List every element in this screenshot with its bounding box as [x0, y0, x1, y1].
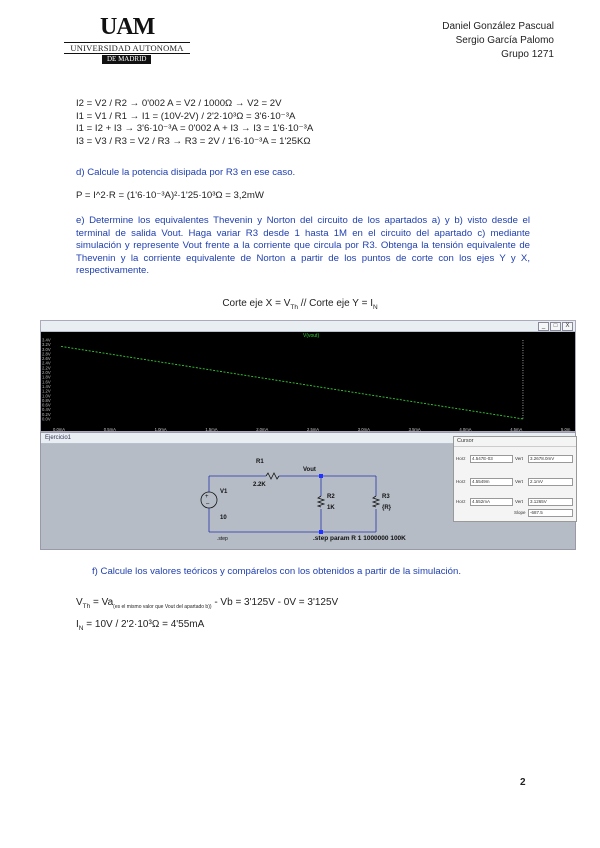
probe-vert-label: Vert [515, 456, 524, 461]
probe-horz-label: Horz [456, 499, 466, 504]
x-tick-label: 3.5mA [408, 427, 421, 432]
r2-value: 1K [327, 505, 335, 511]
y-tick-label: 1.6V [42, 379, 51, 385]
vout-trace[interactable] [61, 346, 523, 419]
v1-value: 10 [220, 515, 227, 521]
y-tick-label: 1.4V [42, 383, 51, 389]
v1-label: V1 [220, 489, 228, 495]
x-tick-label: 3.0mA [357, 427, 370, 432]
y-tick-label: 3.0V [42, 346, 51, 352]
schematic-window [40, 432, 576, 550]
y-tick-label: 0.6V [42, 402, 51, 408]
minimize-button[interactable]: _ [538, 322, 549, 331]
probe-horz-label: Horz [456, 479, 466, 484]
x-tick-label: 0.5mA [103, 427, 116, 432]
x-tick-label: 1.5mA [205, 427, 218, 432]
probe-horz-value[interactable]: 4.552mA [470, 498, 513, 506]
waveform-titlebar [41, 321, 575, 332]
probe-vert-value[interactable]: 2.1mV [528, 478, 573, 486]
vth-formula: $V_{Th} = Va_{(es el mismo valor que Vout del apartado b))} - Vb = 3'125V - 0V = 3'125V$ [76, 597, 339, 610]
logo-city-text: DE MADRID [102, 55, 151, 64]
cursor-probe-window [453, 436, 577, 522]
y-tick-label: 2.0V [42, 370, 51, 376]
calc-line: I3 = V3 / R3 = V2 / R3 → R3 = 2V / 1'6·10⁻³A = 1'25KΩ [76, 135, 311, 147]
logo-mark: UAM [100, 14, 155, 40]
calculation-block [76, 98, 313, 148]
schematic-titlebar: Ejercicio1 [41, 433, 575, 444]
r3-value: {R} [382, 505, 392, 511]
y-tick-label: 0.4V [42, 407, 51, 413]
group-label: Grupo 1271 [501, 49, 554, 60]
vout-label: Vout [303, 467, 316, 473]
probe-vert-value[interactable]: 3.2678.0mV [528, 455, 573, 463]
x-tick-label: 2.0mA [256, 427, 269, 432]
plot-svg [41, 332, 575, 422]
in-formula: $I_N = 10V / 2'2\cdot 10^3\Omega = 4'55mA$ [76, 619, 205, 632]
y-tick-label: 0.8V [42, 397, 51, 403]
close-button[interactable]: X [562, 322, 573, 331]
waveform-window [40, 320, 576, 432]
svg-text:–: – [206, 501, 210, 507]
logo-university-text: UNIVERSIDAD AUTONOMA [64, 42, 190, 54]
x-tick-label: 0.0mA [53, 427, 66, 432]
probe-vert-value[interactable]: 3.1265V [528, 498, 573, 506]
y-tick-label: 0.2V [42, 411, 51, 417]
x-tick-label: 1.0mA [154, 427, 167, 432]
author-2: Sergio García Palomo [455, 35, 554, 46]
trace-label: V(vout) [303, 333, 320, 339]
calc-line: I2 = V2 / R2 → 0'002 A = V2 / 1000Ω → V2 = 2V [76, 98, 282, 109]
probe-horz-value[interactable]: 4.5549m [470, 478, 513, 486]
probe-vert-label: Vert [515, 479, 524, 484]
y-tick-label: 1.8V [42, 374, 51, 380]
svg-text:+: + [205, 494, 209, 500]
author-block [442, 20, 554, 62]
y-tick-label: 2.2V [42, 365, 51, 371]
y-tick-label: 0.0V [42, 416, 51, 422]
question-f: f) Calcule los valores teóricos y compárelos con los obtenidos a partir de la simulación. [92, 566, 461, 577]
step-directive-left: .step [217, 536, 228, 542]
probe-horz-value[interactable]: 4.547E-03 [470, 455, 513, 463]
calc-line: I1 = V1 / R1 → I1 = (10V-2V) / 2'2·10³Ω = 3'6·10⁻³A [76, 110, 296, 122]
corte-caption: Corte eje $X = V_{Th}$ // Corte eje $Y = I_N$ [222, 298, 378, 311]
probe-title: Cursor [454, 437, 576, 447]
question-d: d) Calcule la potencia disipada por R3 en ese caso. [76, 167, 296, 178]
maximize-button[interactable]: □ [550, 322, 561, 331]
calc-line: I1 = I2 + I3 → 3'6·10⁻³A = 0'002 A + I3 → I3 = 1'6·10⁻³A [76, 123, 314, 134]
x-tick-label: 2.5mA [307, 427, 320, 432]
y-tick-label: 1.2V [42, 388, 51, 394]
x-tick-label: 4.0mA [459, 427, 472, 432]
probe-slope-label: Slope [514, 510, 526, 515]
y-tick-label: 2.8V [42, 351, 51, 357]
probe-vert-label: Vert [515, 499, 524, 504]
answer-d: P = I^2·R = (1'6·10⁻³A)²·1'25·10³Ω = 3,2mW [76, 190, 264, 201]
r1-value: 2.2K [253, 482, 266, 488]
r1-label: R1 [256, 459, 264, 465]
plot-area[interactable] [41, 332, 575, 422]
y-tick-label: 2.6V [42, 356, 51, 362]
y-tick-label: 1.0V [42, 393, 51, 399]
r3-label: R3 [382, 494, 390, 500]
university-logo [64, 14, 190, 66]
y-tick-label: 3.2V [42, 342, 51, 348]
author-1: Daniel González Pascual [442, 21, 554, 32]
x-tick-label: 4.5mA [510, 427, 523, 432]
question-e: e) Determine los equivalentes Thevenin y Norton del circuito de los apartados a) y b) visto desde el terminal de salida Vout. Haga variar R3 desde 1 hasta 1M en el circuito del apartado c) mediante simulación y represente Vout frente a la corriente que circula por R3. Obtenga la tensión equivalente de Thevenin y la corriente equivalente de Norton a partir de los puntos de corte con los ejes Y y X, respectivamente. [76, 215, 530, 277]
r2-label: R2 [327, 494, 335, 500]
y-tick-label: 3.4V [42, 337, 51, 343]
x-axis [41, 422, 575, 431]
y-tick-label: 2.4V [42, 360, 51, 366]
page-number: 2 [520, 777, 526, 788]
step-directive[interactable]: .step param R 1 1000000 100K [313, 535, 406, 542]
x-tick-label: 5.0m [561, 427, 571, 432]
probe-horz-label: Horz [456, 456, 466, 461]
probe-slope-value[interactable]: -687.5 [528, 509, 573, 517]
